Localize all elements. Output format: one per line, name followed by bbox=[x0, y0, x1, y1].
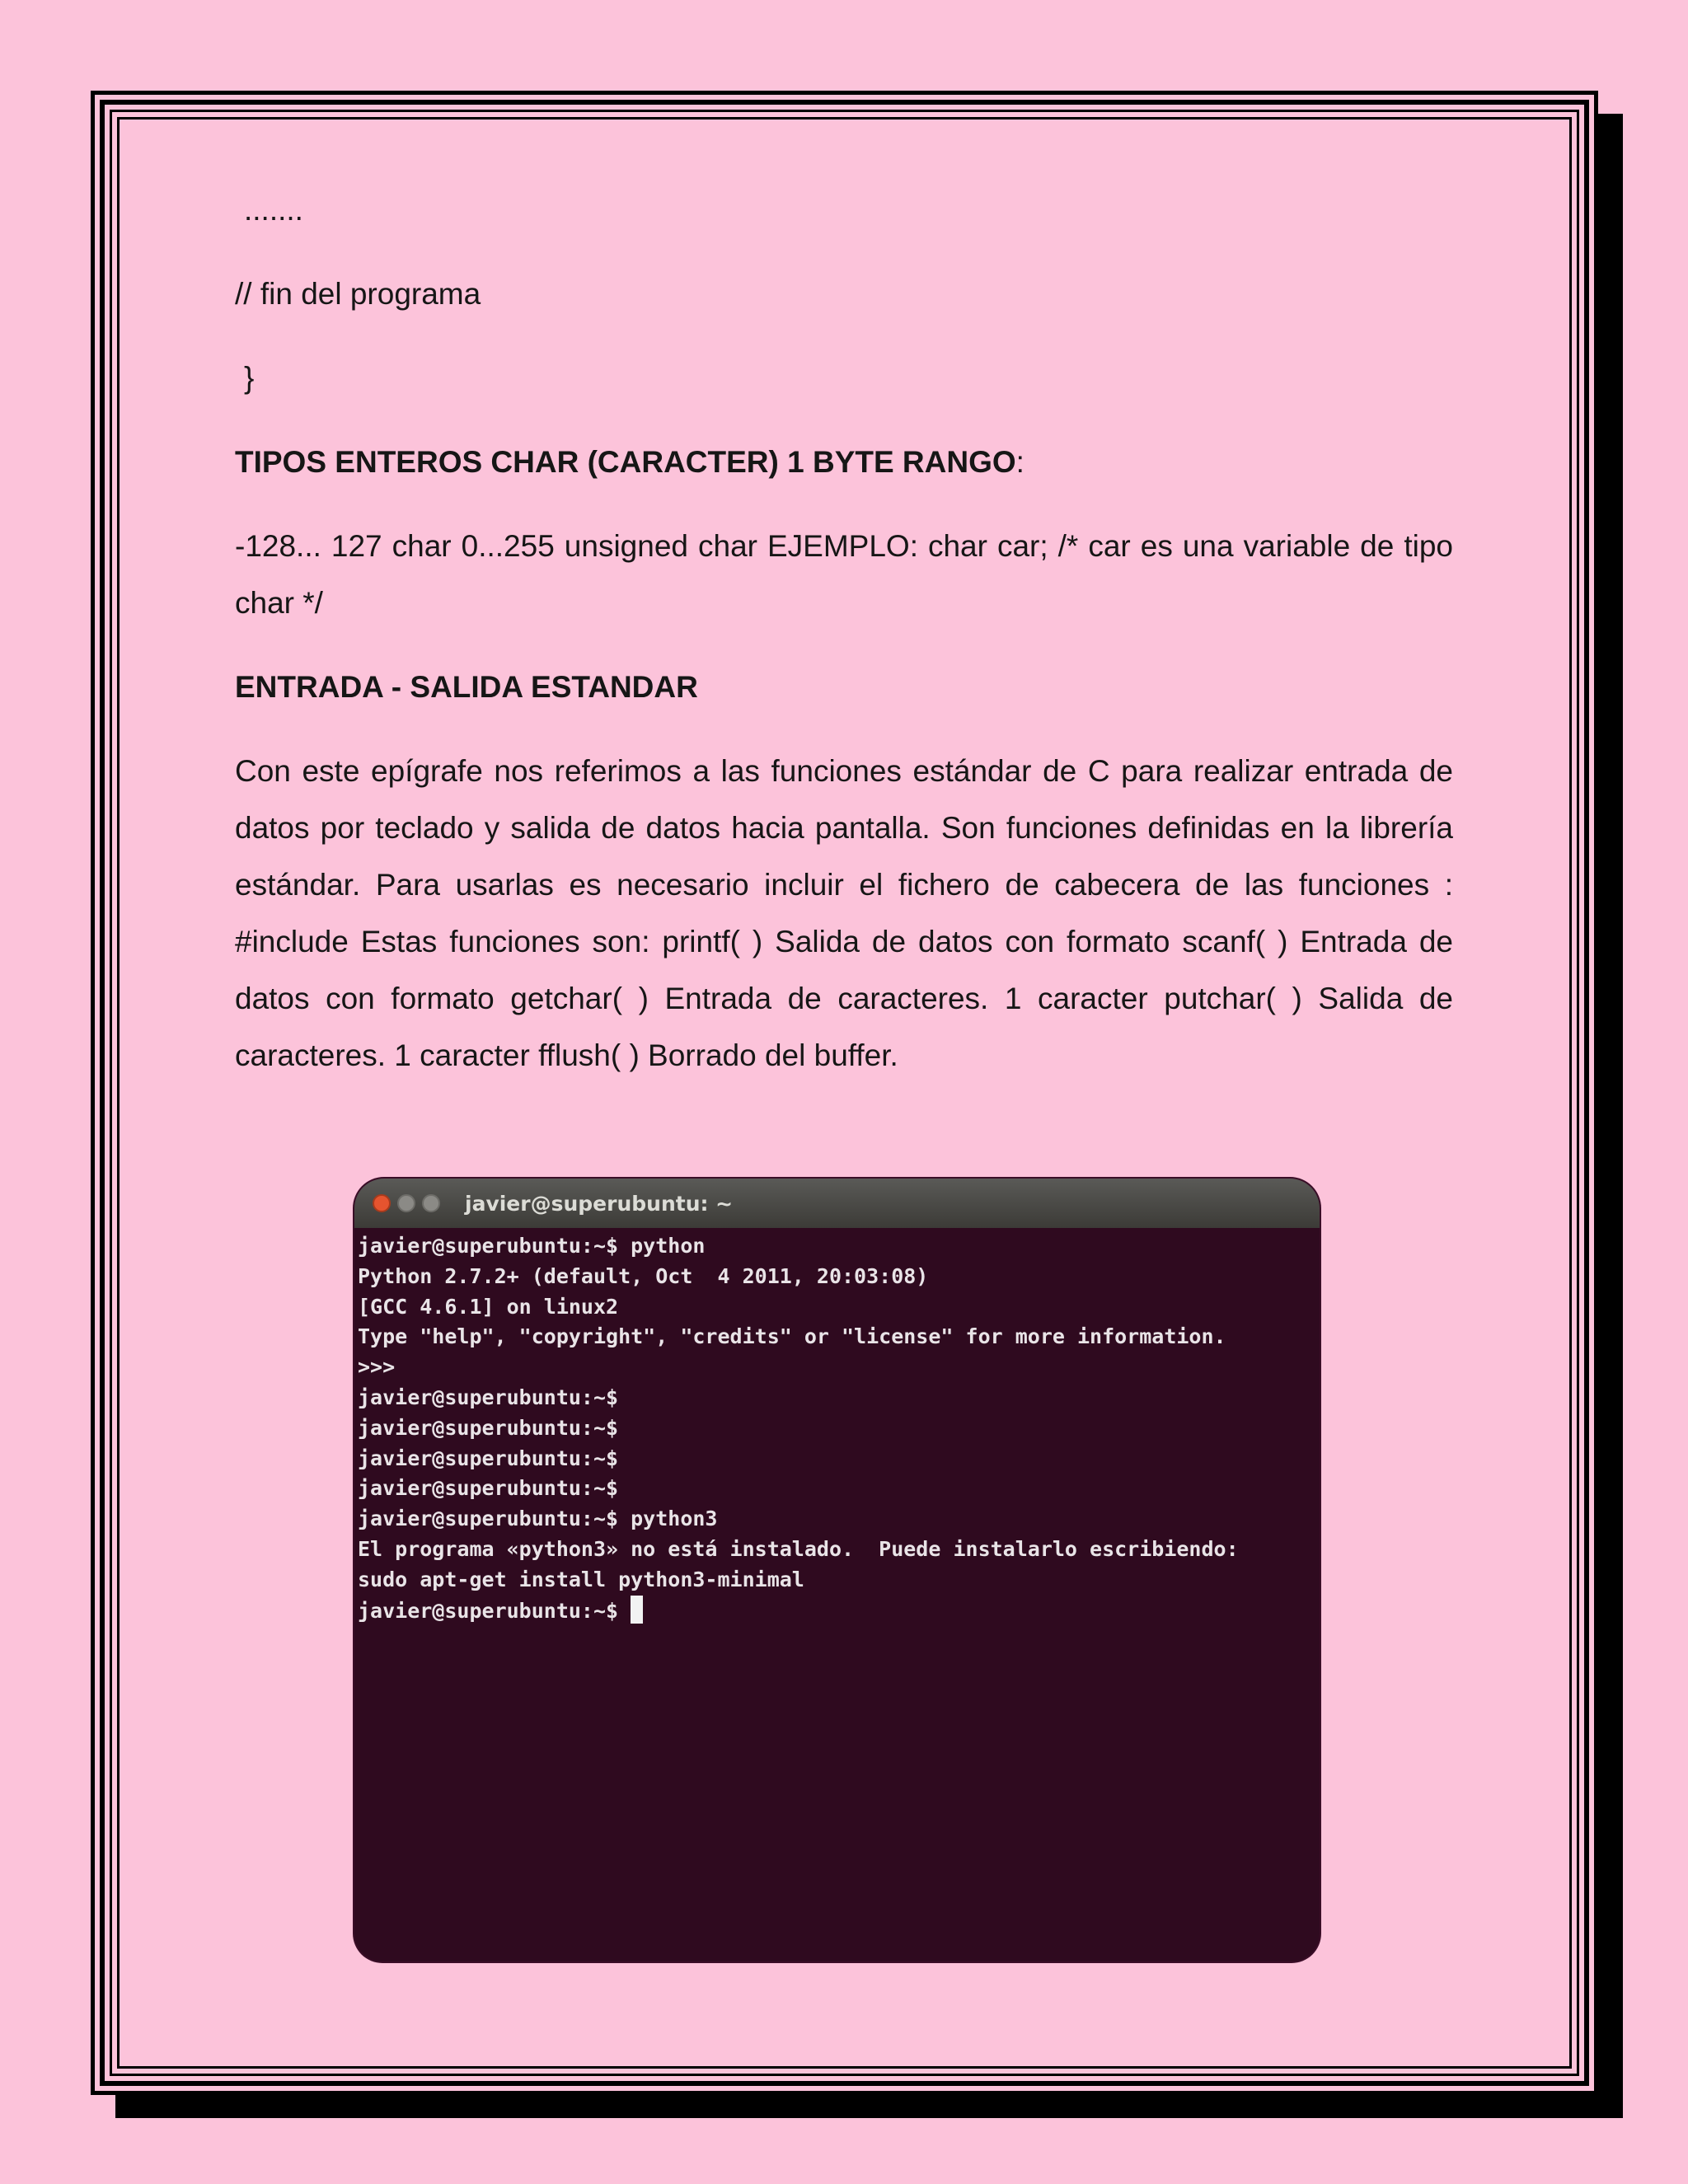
terminal-line: Type "help", "copyright", "credits" or "license" for more information. bbox=[358, 1324, 1226, 1349]
terminal-line: javier@superubuntu:~$ python bbox=[358, 1234, 706, 1258]
terminal-cursor bbox=[631, 1596, 643, 1624]
heading-tipos-colon: : bbox=[1015, 445, 1025, 479]
terminal-line: javier@superubuntu:~$ bbox=[358, 1415, 619, 1440]
code-closing-brace: } bbox=[244, 361, 255, 395]
code-comment: // fin del programa bbox=[235, 277, 481, 311]
tipos-paragraph: -128... 127 char 0...255 unsigned char EJEMPLO: char car; /* car es una variable de tipo char */ bbox=[235, 529, 1453, 620]
terminal-screenshot bbox=[354, 1179, 1320, 1961]
maximize-icon bbox=[422, 1194, 440, 1212]
terminal-output bbox=[354, 1228, 1320, 1626]
document-content bbox=[235, 181, 1453, 1084]
terminal-line: javier@superubuntu:~$ python3 bbox=[358, 1507, 718, 1531]
heading-tipos-enteros bbox=[235, 434, 1453, 490]
terminal-line: javier@superubuntu:~$ bbox=[358, 1385, 619, 1409]
terminal-line: Python 2.7.2+ (default, Oct 4 2011, 20:03:08) bbox=[358, 1263, 929, 1288]
minimize-icon bbox=[397, 1194, 415, 1212]
entrada-salida-paragraph: Con este epígrafe nos referimos a las funciones estándar de C para realizar entrada de datos por teclado y salida de datos hacia pantalla. Son funciones definidas en la librería estándar. Para usarlas es necesario incluir el fichero de cabecera de las funciones : #include Estas funciones son: printf( ) Salida de datos con formato scanf( ) Entrada de datos con formato getchar( ) Entrada de caracteres. 1 caracter putchar( ) Salida de caracteres. 1 caracter fflush( ) Borrado del buffer. bbox=[235, 754, 1453, 1072]
heading-entrada-salida: ENTRADA - SALIDA ESTANDAR bbox=[235, 670, 698, 704]
terminal-line: >>> bbox=[358, 1355, 396, 1380]
terminal-line: javier@superubuntu:~$ bbox=[358, 1446, 619, 1470]
terminal-titlebar bbox=[354, 1179, 1320, 1228]
terminal-prompt: javier@superubuntu:~$ bbox=[358, 1598, 631, 1623]
code-ellipsis: ....... bbox=[244, 193, 303, 227]
terminal-prompt-line bbox=[358, 1596, 1320, 1627]
terminal-line: javier@superubuntu:~$ bbox=[358, 1476, 619, 1501]
heading-tipos-text: TIPOS ENTEROS CHAR (CARACTER) 1 BYTE RANGO bbox=[235, 445, 1016, 479]
terminal-line: El programa «python3» no está instalado. Puede instalarlo escribiendo: bbox=[358, 1536, 1239, 1561]
terminal-line: [GCC 4.6.1] on linux2 bbox=[358, 1294, 619, 1319]
terminal-title: javier@superubuntu: ~ bbox=[465, 1191, 734, 1216]
close-icon bbox=[373, 1194, 391, 1212]
terminal-line: sudo apt-get install python3-minimal bbox=[358, 1567, 804, 1591]
